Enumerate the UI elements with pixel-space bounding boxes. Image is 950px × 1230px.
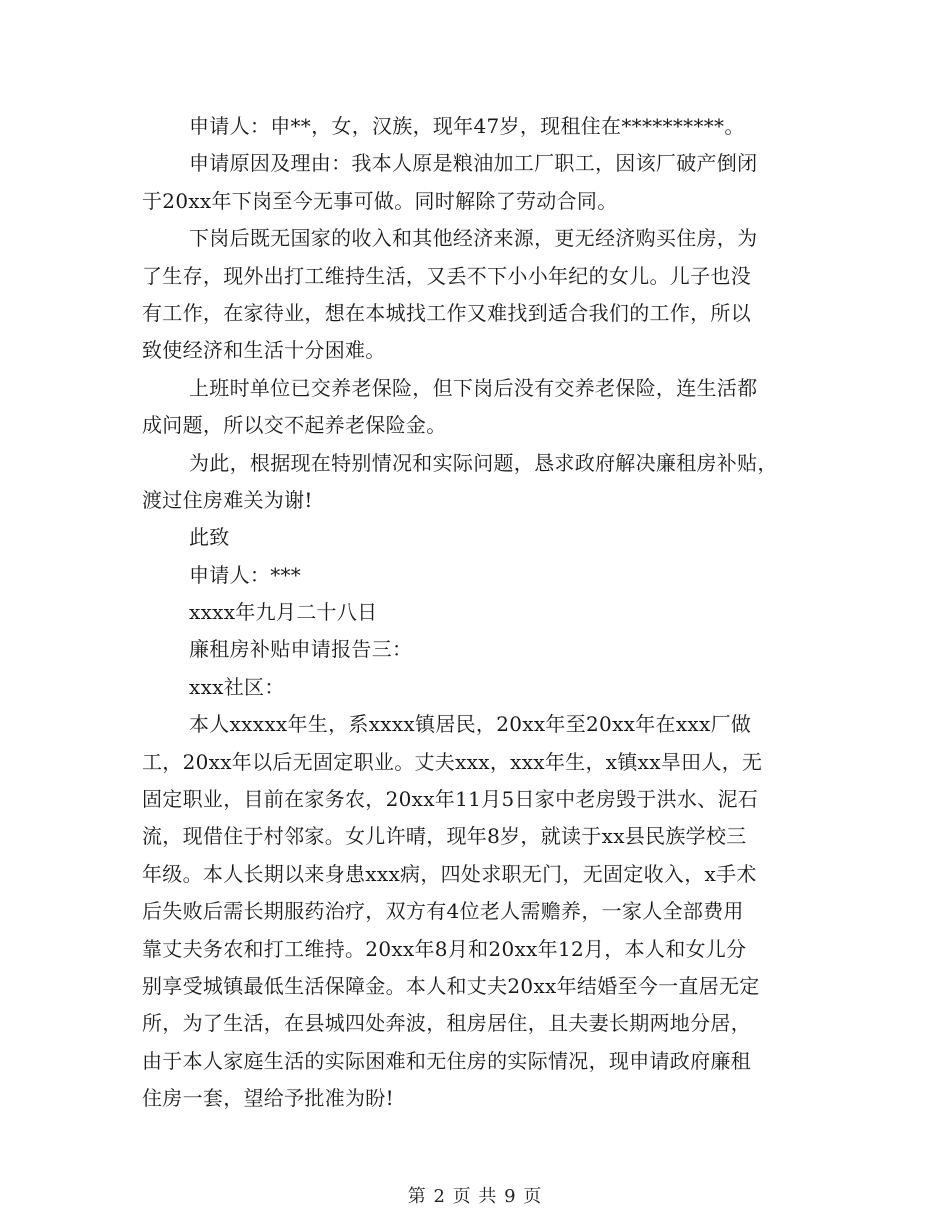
text-line: 致使经济和生活十分困难。: [142, 338, 386, 363]
text-line: 年级。本人长期以来身患xxx病，四处求职无门，无固定收入，x手术: [142, 861, 757, 886]
text-line: 于20xx年下岗至今无事可做。同时解除了劳动合同。: [142, 188, 618, 213]
text-line: 有工作，在家待业，想在本城找工作又难找到适合我们的工作，所以: [142, 300, 751, 325]
addressee: xxx社区：: [189, 674, 285, 699]
text-line: 上班时单位已交养老保险，但下岗后没有交养老保险，连生活都: [189, 375, 758, 400]
document-date: xxxx年九月二十八日: [189, 600, 378, 625]
text-line: 渡过住房难关为谢!: [142, 487, 313, 512]
applicant-signature: 申请人：***: [189, 562, 302, 587]
text-line: 申请原因及理由：我本人原是粮油加工厂职工，因该厂破产倒闭: [189, 151, 758, 176]
text-line: 本人xxxxx年生，系xxxx镇居民，20xx年至20xx年在xxx厂做: [189, 712, 752, 737]
text-line: 固定职业，目前在家务农，20xx年11月5日家中老房毁于洪水、泥石: [142, 787, 759, 812]
text-line: 申请人：申**，女，汉族，现年47岁，现租住在**********。: [189, 114, 745, 138]
text-line: 由于本人家庭生活的实际困难和无住房的实际情况，现申请政府廉租: [142, 1048, 751, 1073]
page-number-footer: 第 2 页 共 9 页: [407, 1186, 543, 1207]
text-line: 后失败后需长期服药治疗，双方有4位老人需赡养，一家人全部费用: [142, 899, 744, 924]
closing-salutation: 此致: [189, 525, 230, 550]
text-line: 靠丈夫务农和打工维持。20xx年8月和20xx年12月，本人和女儿分: [142, 936, 747, 961]
section-heading: 廉租房补贴申请报告三：: [189, 637, 413, 662]
text-line: 流，现借住于村邻家。女儿许晴，现年8岁，就读于xx县民族学校三: [142, 824, 747, 849]
text-line: 别享受城镇最低生活保障金。本人和丈夫20xx年结婚至今一直居无定: [142, 973, 760, 998]
text-line: 了生存，现外出打工维持生活，又丢不下小小年纪的女儿。儿子也没: [142, 263, 751, 288]
text-line: 工，20xx年以后无固定职业。丈夫xxx，xxx年生，x镇xx旱田人，无: [142, 749, 763, 774]
document-body: [142, 108, 810, 1118]
text-line: 住房一套，望给予批准为盼!: [142, 1086, 394, 1111]
text-line: 所，为了生活，在县城四处奔波，租房居住，且夫妻长期两地分居，: [142, 1011, 751, 1036]
text-line: 为此，根据现在特别情况和实际问题，恳求政府解决廉租房补贴，: [189, 450, 778, 475]
text-line: 下岗后既无国家的收入和其他经济来源，更无经济购买住房，为: [189, 226, 758, 251]
text-line: 成问题，所以交不起养老保险金。: [142, 413, 447, 438]
